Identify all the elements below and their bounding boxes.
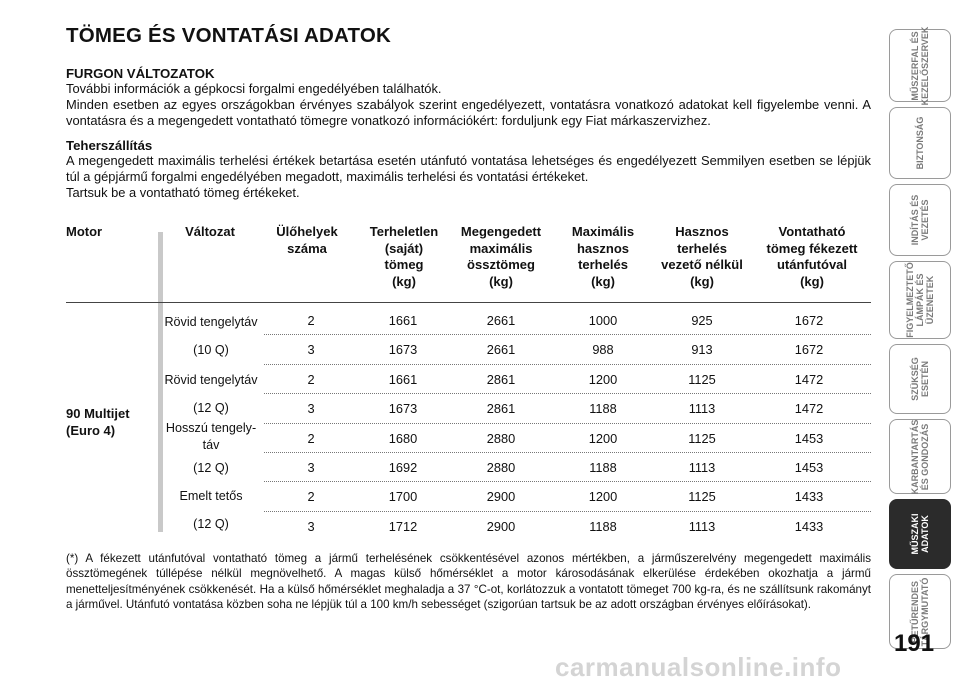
cell-towable-weight: 1472	[794, 401, 824, 417]
cell-seats: 3	[307, 460, 315, 475]
cell-gross-weight: 2861	[486, 371, 516, 387]
cell-payload-no-driver: 1125	[688, 430, 716, 446]
cell-max-payload: 1000	[588, 313, 618, 328]
watermark: carmanualsonline.info	[555, 652, 842, 682]
cell-seats: 3	[307, 342, 315, 358]
cell-payload-no-driver: 1125	[688, 371, 716, 387]
variant-short-10q: Rövid tengelytáv (10 Q)	[164, 315, 258, 357]
chapter-tab-1[interactable]	[889, 26, 951, 105]
weight-table	[66, 224, 871, 544]
cell-max-payload: 988	[592, 342, 614, 358]
cell-towable-weight: 1672	[794, 313, 824, 328]
cell-payload-no-driver: 1113	[688, 401, 716, 417]
main-content	[66, 24, 871, 201]
chapter-tab-label: FIGYELMEZTETŐ LÁMPÁK ÉS ÜZENETEK	[905, 262, 935, 338]
variant-short-12q: Rövid tengelytáv (12 Q)	[164, 373, 258, 415]
motor-value: 90 Multijet (Euro 4)	[66, 406, 130, 438]
info-paragraph-2: Minden esetben az egyes országokban érvényes szabályok szerint engedélyezett, vontatásra vonatkozó adatokat kell figyelembe venni. A vontatásra és a megengedett vontatható tömegre vonatkozó információkért: forduljunk egy Fiat márkaszervizhez.	[66, 97, 871, 129]
cell-max-payload: 1200	[588, 371, 618, 387]
cell-gross-weight: 2661	[486, 313, 516, 328]
cell-gross-weight: 2900	[486, 518, 516, 534]
cell-gross-weight: 2880	[486, 460, 516, 475]
cell-curb-weight: 1673	[388, 342, 418, 358]
cell-seats: 2	[307, 489, 315, 505]
cell-payload-no-driver: 913	[691, 342, 713, 358]
cell-max-payload: 1188	[589, 401, 617, 417]
cell-seats: 2	[307, 371, 315, 387]
cell-towable-weight: 1453	[794, 460, 824, 475]
cell-max-payload: 1188	[589, 518, 617, 534]
cell-gross-weight: 2900	[486, 489, 516, 505]
cell-payload-no-driver: 925	[691, 313, 713, 328]
load-paragraph-1: A megengedett maximális terhelési értékek betartása esetén utánfutó vontatása lehetséges és engedélyezett Semmilyen esetben se lépjük túl a gépjármű forgalmi engedélyében megadott, maximális terhelési és vontatási értékeket.	[66, 152, 871, 184]
cell-curb-weight: 1692	[388, 460, 418, 475]
chapter-tab-label: SZÜKSÉG ESETÉN	[910, 357, 930, 401]
cell-payload-no-driver: 1113	[688, 460, 716, 475]
page-title: TÖMEG ÉS VONTATÁSI ADATOK	[66, 24, 392, 47]
header-variant: Változat	[185, 224, 235, 239]
cell-curb-weight: 1661	[388, 313, 418, 328]
cell-max-payload: 1188	[589, 460, 617, 475]
variant-long-12q: Hosszú tengely- táv (12 Q)	[165, 421, 257, 475]
section-heading-teherszallitas: Teherszállítás	[66, 137, 153, 153]
chapter-tab-label: KARBANTARTÁS ÉS GONDOZÁS	[910, 419, 930, 494]
chapter-tab-5[interactable]	[889, 344, 951, 414]
cell-curb-weight: 1680	[388, 430, 418, 446]
header-max-payload: Maximális hasznos terhelés (kg)	[571, 224, 635, 289]
cell-curb-weight: 1712	[388, 518, 418, 534]
header-motor: Motor	[66, 224, 103, 239]
header-rule	[66, 302, 871, 303]
chapter-tab-label: INDÍTÁS ÉS VEZETÉS	[910, 194, 930, 246]
cell-seats: 3	[307, 518, 315, 534]
chapter-tab-6[interactable]	[889, 419, 951, 494]
cell-gross-weight: 2880	[486, 430, 516, 446]
chapter-tab-4[interactable]	[889, 261, 951, 339]
chapter-tab-7[interactable]	[889, 499, 951, 569]
chapter-tab-2[interactable]	[889, 107, 951, 179]
cell-seats: 2	[307, 430, 315, 446]
cell-curb-weight: 1700	[388, 489, 418, 505]
cell-curb-weight: 1673	[388, 401, 418, 417]
page-number: 191	[894, 630, 935, 657]
cell-max-payload: 1200	[588, 489, 618, 505]
cell-payload-no-driver: 1113	[688, 518, 716, 534]
info-paragraph-1: További információk a gépkocsi forgalmi engedélyében találhatók.	[66, 81, 442, 96]
cell-gross-weight: 2861	[486, 401, 516, 417]
cell-payload-no-driver: 1125	[688, 489, 716, 505]
header-gross-weight: Megengedett maximális össztömeg (kg)	[460, 224, 542, 289]
cell-towable-weight: 1433	[794, 489, 824, 505]
header-towable-weight: Vontatható tömeg fékezett utánfutóval (kg)	[766, 224, 858, 289]
cell-seats: 2	[307, 313, 315, 328]
load-paragraph-2: Tartsuk be a vontatható tömeg értékeket.	[66, 185, 300, 201]
cell-towable-weight: 1453	[794, 430, 824, 446]
header-seats: Ülőhelyek száma	[276, 224, 338, 256]
cell-towable-weight: 1433	[794, 518, 824, 534]
cell-curb-weight: 1661	[388, 371, 418, 387]
chapter-tab-label: BIZTONSÁG	[915, 116, 925, 170]
chapter-tab-3[interactable]	[889, 184, 951, 256]
footnote: (*) A fékezett utánfutóval vontatható tömeg a jármű terhelésének csökkentésével azonos mértékben, a járműszerelvény megengedett maximális össztömegének túllépése nélkül megnövelhető. A magas külső hőmérséklet a motor károsodásának elkerülése érdekében okozhatja a jármű menetteljesítményének csökkenését. Ha a külső hőmérséklet meghaladja a 37 °C-ot, korlátozzuk a vontatott tömeget 700 kg-ra, és ne szállítsunk rakományt a járművel. Utánfutó vontatása közben soha ne lépjük túl a 100 km/h sebességet (szigorúan tartsuk be az adott országban érvényes előírásokat).	[66, 552, 871, 611]
header-payload-no-driver: Hasznos terhelés vezető nélkül (kg)	[661, 224, 743, 289]
variant-high-roof-12q: Emelt tetős (12 Q)	[179, 489, 243, 531]
cell-max-payload: 1200	[588, 430, 618, 446]
cell-towable-weight: 1672	[794, 342, 824, 358]
cell-towable-weight: 1472	[794, 371, 824, 387]
section-heading-furgon: FURGON VÁLTOZATOK	[66, 66, 215, 81]
chapter-tab-label: BETŰRENDES TÁRGYMUTATÓ	[910, 577, 930, 646]
header-curb-weight: Terheletlen (saját) tömeg (kg)	[369, 224, 439, 289]
cell-gross-weight: 2661	[486, 342, 516, 358]
chapter-tab-label: MŰSZAKI ADATOK	[910, 513, 930, 555]
cell-seats: 3	[307, 401, 315, 417]
chapter-tab-label: MŰSZERFAL ÉS KEZELŐSZERVEK	[910, 26, 930, 105]
